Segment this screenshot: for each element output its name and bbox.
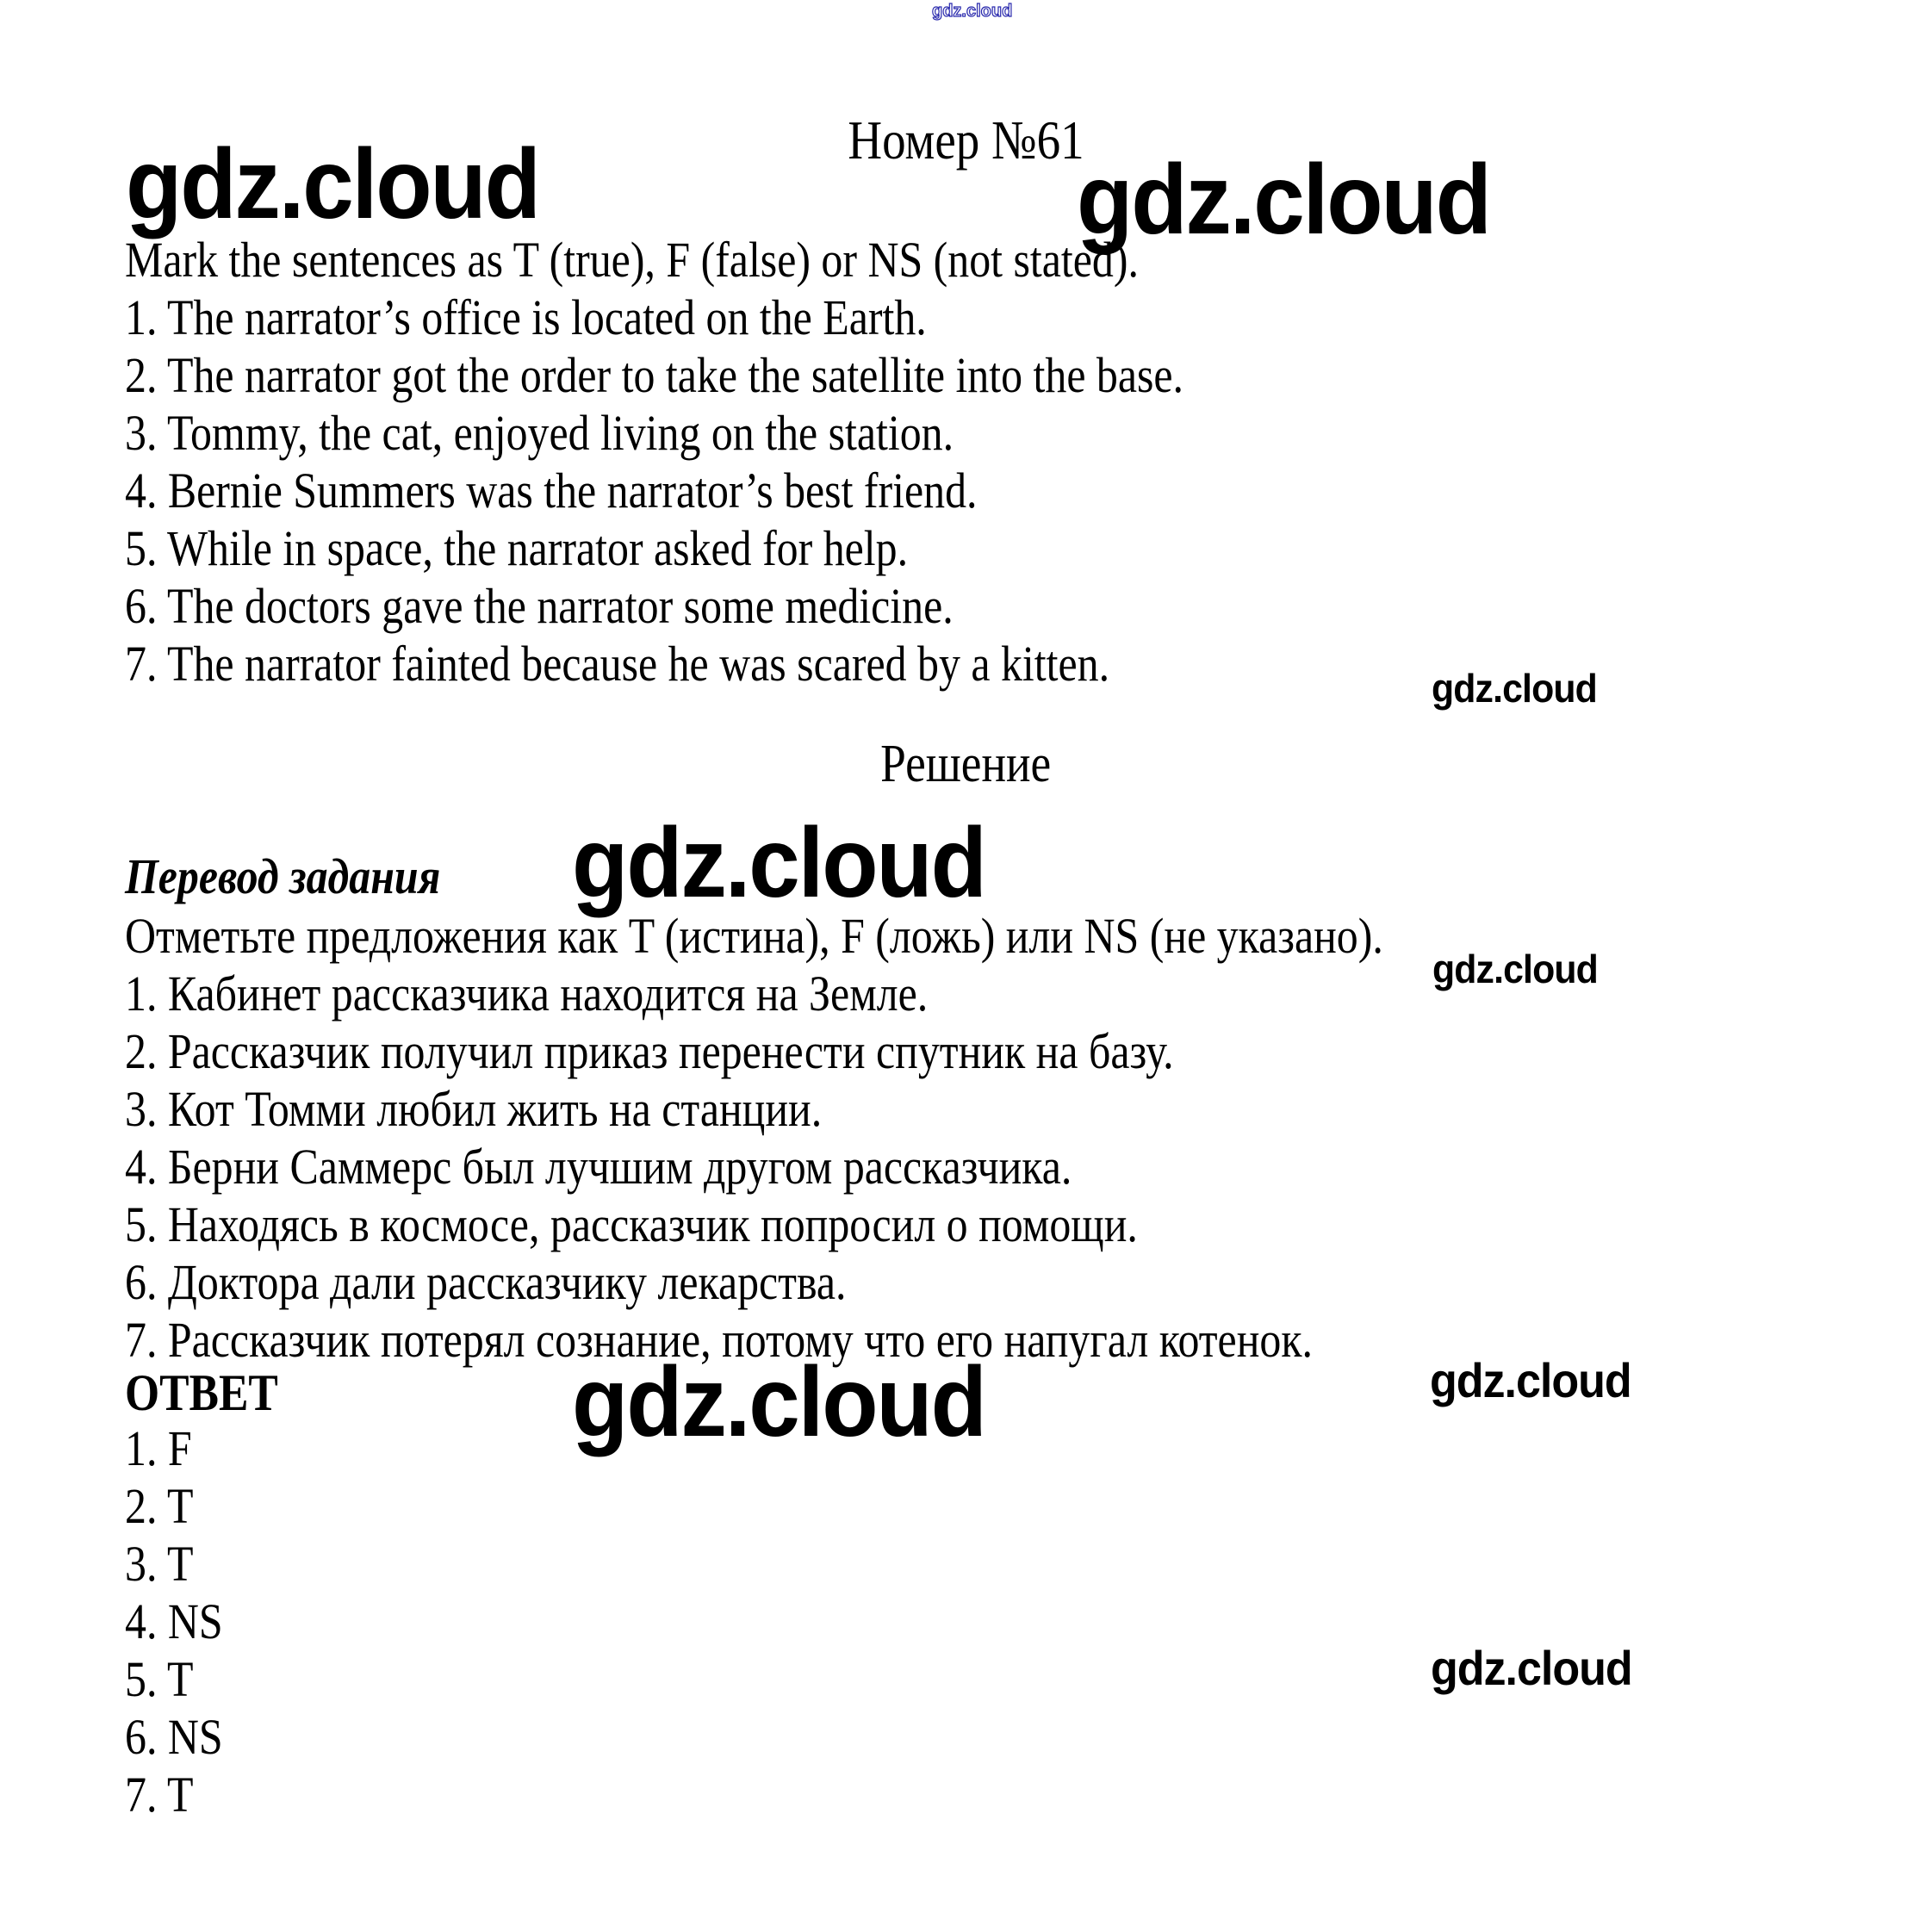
watermark-top-center-outline: gdz.cloud — [932, 2, 1013, 21]
translation-instruction: Отметьте предложения как T (истина), F (ложь) или NS (не указано). — [125, 908, 1383, 964]
answer-item-5: 5. T — [125, 1651, 194, 1707]
task-item-2: 2. The narrator got the order to take the satellite into the base. — [125, 347, 1184, 403]
watermark-top-right: gdz.cloud — [1077, 145, 1490, 255]
translation-item-3: 3. Кот Томми любил жить на станции. — [125, 1081, 823, 1137]
watermark-answer-right: gdz.cloud — [1430, 1353, 1631, 1407]
watermark-answer-center: gdz.cloud — [572, 1347, 985, 1457]
translation-item-1: 1. Кабинет рассказчика находится на Земле. — [125, 966, 929, 1022]
watermark-task-right: gdz.cloud — [1432, 666, 1597, 711]
solution-heading — [0, 734, 1932, 795]
translation-item-2: 2. Рассказчик получил приказ перенести спутник на базу. — [125, 1023, 1174, 1079]
answer-section — [125, 1419, 239, 1823]
solution-heading-text: Решение — [880, 735, 1052, 793]
watermark-top-left: gdz.cloud — [126, 129, 539, 239]
translation-item-7: 7. Рассказчик потерял сознание, потому что его напугал котенок. — [125, 1312, 1314, 1368]
translation-item-5: 5. Находясь в космосе, рассказчик попросил о помощи. — [125, 1196, 1138, 1252]
task-item-4: 4. Bernie Summers was the narrator’s best friend. — [125, 463, 978, 519]
task-section — [125, 231, 1356, 692]
task-item-6: 6. The doctors gave the narrator some medicine. — [125, 578, 954, 634]
translation-heading: Перевод задания — [125, 848, 441, 904]
task-instruction: Mark the sentences as T (true), F (false) or NS (not stated). — [125, 232, 1139, 288]
task-item-5: 5. While in space, the narrator asked for help. — [125, 520, 909, 576]
translation-item-6: 6. Доктора дали рассказчику лекарства. — [125, 1254, 847, 1310]
answer-item-3: 3. T — [125, 1536, 194, 1592]
answer-item-1: 1. F — [125, 1420, 192, 1476]
answer-item-7: 7. T — [125, 1767, 194, 1823]
translation-item-4: 4. Берни Саммерс был лучшим другом рассказчика. — [125, 1139, 1072, 1195]
task-item-7: 7. The narrator fainted because he was scared by a kitten. — [125, 636, 1110, 692]
page-title-text: Номер №61 — [848, 109, 1084, 171]
answer-item-6: 6. NS — [125, 1709, 223, 1765]
answer-heading: ОТВЕТ — [125, 1364, 278, 1421]
task-item-3: 3. Tommy, the cat, enjoyed living on the station. — [125, 405, 954, 461]
watermark-bottom-right: gdz.cloud — [1431, 1641, 1632, 1695]
watermark-translation-center: gdz.cloud — [572, 808, 985, 918]
translation-section — [125, 907, 1588, 1369]
task-item-1: 1. The narrator’s office is located on the Earth. — [125, 289, 927, 345]
answer-item-2: 2. T — [125, 1478, 194, 1534]
watermark-translation-right: gdz.cloud — [1432, 947, 1598, 991]
answer-item-4: 4. NS — [125, 1593, 223, 1649]
page-title — [0, 109, 1932, 172]
